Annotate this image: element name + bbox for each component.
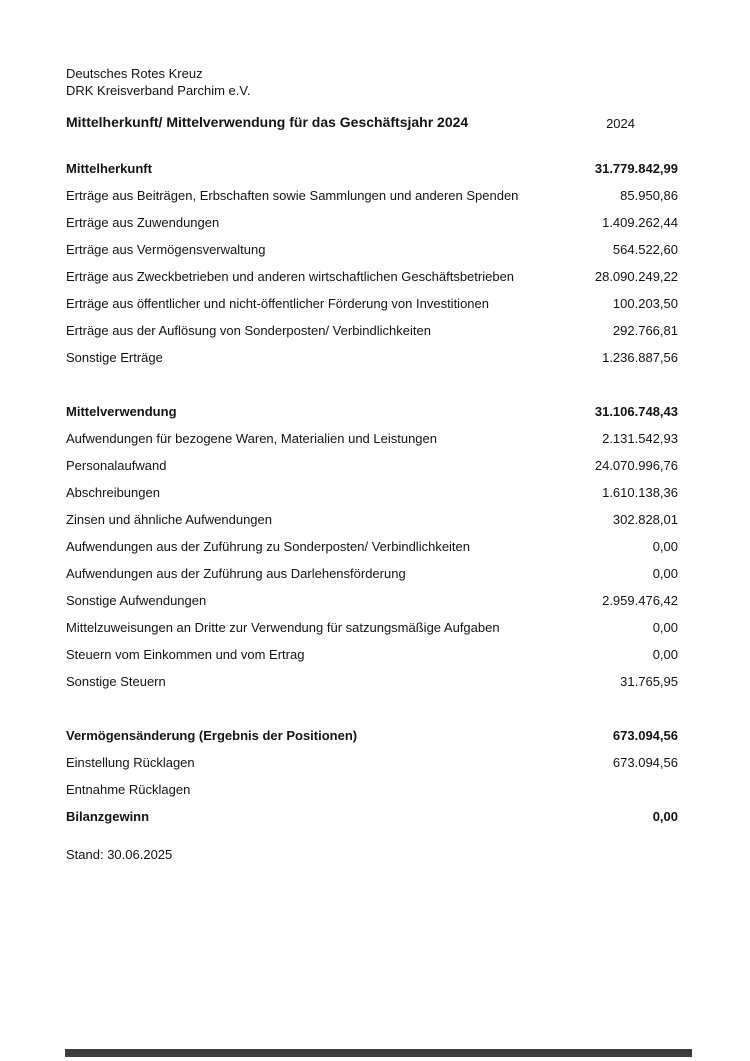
- footer-date: Stand: 30.06.2025: [66, 847, 173, 862]
- row-value: 2.131.542,93: [602, 431, 678, 446]
- table-row: [66, 431, 678, 458]
- table-row: [66, 242, 678, 269]
- row-value: 85.950,86: [620, 188, 678, 203]
- section-header-row: [66, 161, 678, 188]
- row-label: Erträge aus Zweckbetrieben und anderen wirtschaftlichen Geschäftsbetrieben: [66, 269, 515, 284]
- row-value: 564.522,60: [612, 242, 678, 257]
- row-value: 2.959.476,42: [602, 593, 678, 608]
- section-title: Mittelverwendung: [66, 404, 177, 419]
- row-label: Abschreibungen: [66, 485, 160, 500]
- table-row: [66, 647, 678, 674]
- row-value: 0,00: [652, 566, 678, 581]
- row-value: 1.610.138,36: [602, 485, 678, 500]
- section-total: 673.094,56: [612, 728, 678, 743]
- row-value: 0,00: [652, 539, 678, 554]
- section-total: 31.106.748,43: [594, 404, 678, 419]
- row-label: Erträge aus öffentlicher und nicht-öffentlicher Förderung von Investitionen: [66, 296, 489, 311]
- table-row: [66, 296, 678, 323]
- row-label: Zinsen und ähnliche Aufwendungen: [66, 512, 272, 527]
- section-total: 31.779.842,99: [594, 161, 678, 176]
- row-label: Personalaufwand: [66, 458, 167, 473]
- row-label: Erträge aus der Auflösung von Sonderposten/ Verbindlichkeiten: [66, 323, 431, 338]
- row-label: Mittelzuweisungen an Dritte zur Verwendung für satzungsmäßige Aufgaben: [66, 620, 500, 635]
- year-column-header: 2024: [606, 116, 635, 131]
- row-label: Erträge aus Beiträgen, Erbschaften sowie Sammlungen und anderen Spenden: [66, 188, 519, 203]
- row-label: Erträge aus Zuwendungen: [66, 215, 220, 230]
- row-value: 302.828,01: [612, 512, 678, 527]
- section-header-row: [66, 404, 678, 431]
- table-row: [66, 188, 678, 215]
- row-value: 24.070.996,76: [594, 458, 678, 473]
- row-label: Aufwendungen für bezogene Waren, Materialien und Leistungen: [66, 431, 437, 446]
- table-row: [66, 512, 678, 539]
- row-label: Sonstige Erträge: [66, 350, 163, 365]
- table-row: [66, 566, 678, 593]
- table-row: [66, 350, 678, 377]
- section-title: Mittelherkunft: [66, 161, 152, 176]
- org-unit: DRK Kreisverband Parchim e.V.: [66, 82, 251, 98]
- table-row: [66, 485, 678, 512]
- row-value: 1.236.887,56: [602, 350, 678, 365]
- row-label: Aufwendungen aus der Zuführung zu Sonderposten/ Verbindlichkeiten: [66, 539, 471, 554]
- bottom-bar: [65, 1049, 692, 1057]
- statement-section: [66, 728, 678, 836]
- row-label: Bilanzgewinn: [66, 809, 150, 824]
- table-row: [66, 215, 678, 242]
- row-value: 0,00: [652, 620, 678, 635]
- table-row: [66, 323, 678, 350]
- row-value: 1.409.262,44: [602, 215, 678, 230]
- row-label: Sonstige Steuern: [66, 674, 166, 689]
- statement-section: [66, 161, 678, 377]
- table-row: [66, 755, 678, 782]
- row-label: Sonstige Aufwendungen: [66, 593, 207, 608]
- row-label: Entnahme Rücklagen: [66, 782, 191, 797]
- row-value: 31.765,95: [620, 674, 678, 689]
- document-title: Mittelherkunft/ Mittelverwendung für das Geschäftsjahr 2024: [66, 114, 469, 130]
- section-header-row: [66, 728, 678, 755]
- table-row: [66, 674, 678, 701]
- table-row: [66, 593, 678, 620]
- row-label: Erträge aus Vermögensverwaltung: [66, 242, 266, 257]
- row-value: 0,00: [652, 647, 678, 662]
- org-block: [66, 66, 251, 99]
- table-row: [66, 539, 678, 566]
- table-row: [66, 458, 678, 485]
- row-value: 0,00: [652, 809, 678, 824]
- row-value: 292.766,81: [612, 323, 678, 338]
- row-label: Einstellung Rücklagen: [66, 755, 195, 770]
- statement-table: [66, 161, 678, 836]
- section-header-row: [66, 809, 678, 836]
- row-value: 100.203,50: [612, 296, 678, 311]
- table-row: [66, 269, 678, 296]
- section-title: Vermögensänderung (Ergebnis der Positionen): [66, 728, 358, 743]
- org-name: Deutsches Rotes Kreuz: [66, 66, 203, 81]
- row-value: 28.090.249,22: [594, 269, 678, 284]
- row-label: Aufwendungen aus der Zuführung aus Darlehensförderung: [66, 566, 406, 581]
- statement-section: [66, 404, 678, 701]
- row-label: Steuern vom Einkommen und vom Ertrag: [66, 647, 305, 662]
- table-row: [66, 620, 678, 647]
- table-row: [66, 782, 678, 809]
- row-value: 673.094,56: [612, 755, 678, 770]
